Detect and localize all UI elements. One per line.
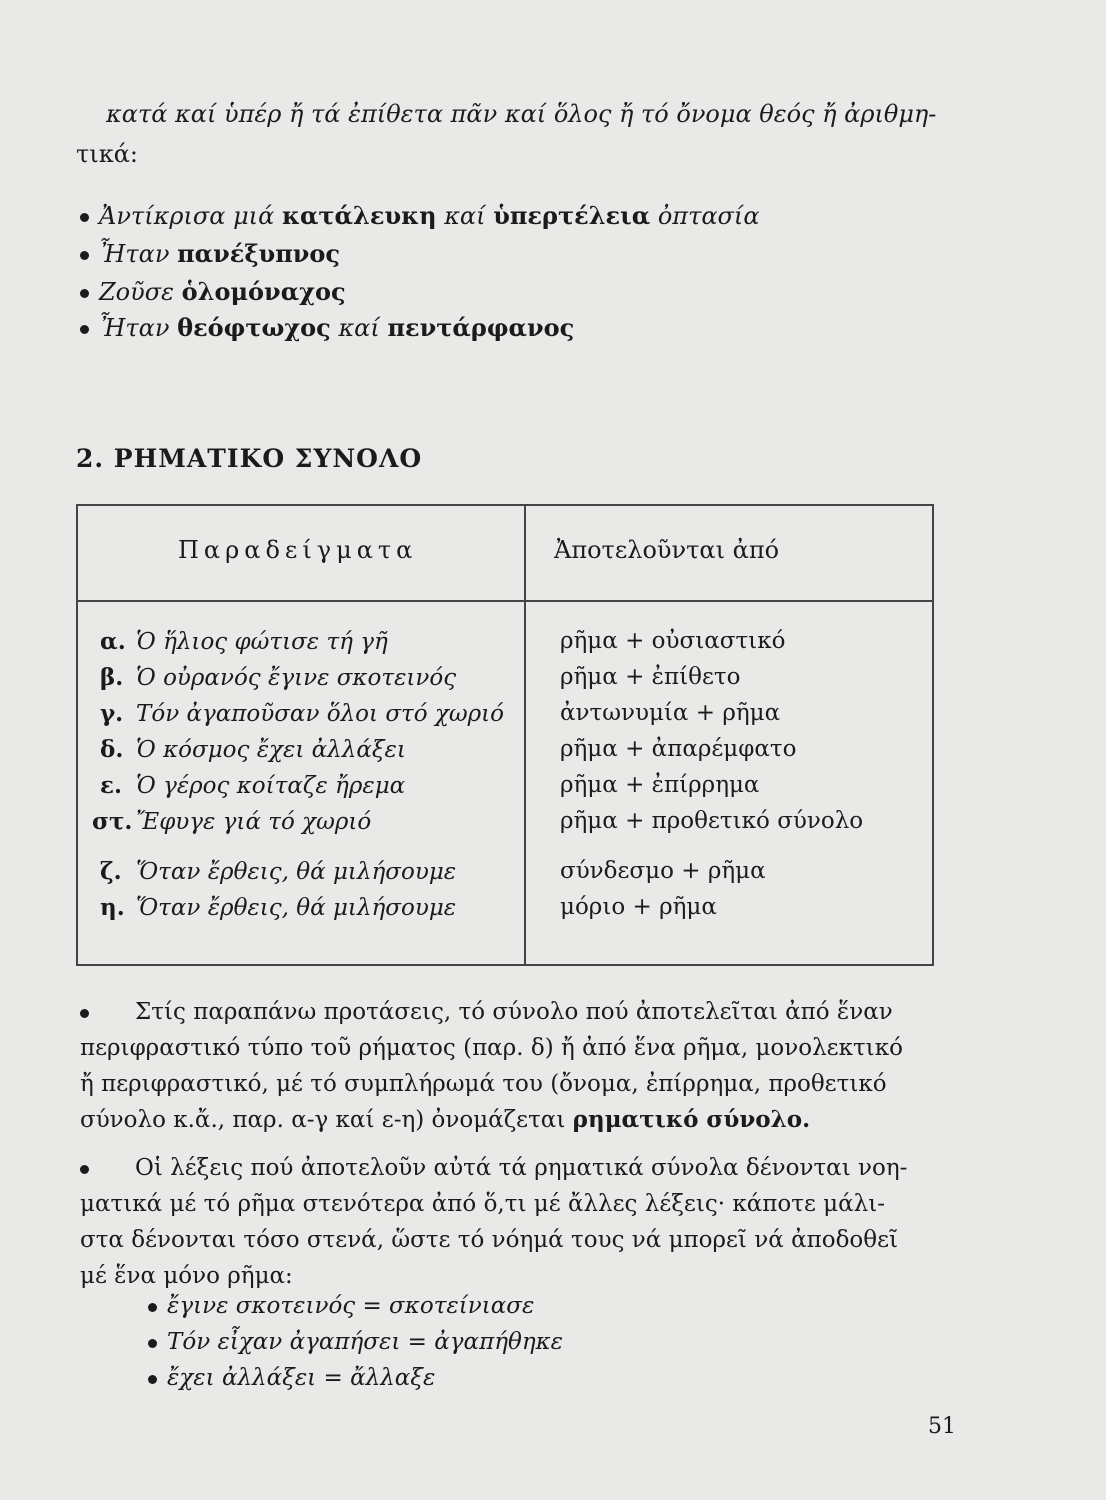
bullet-icon [148,1375,157,1384]
bullet-icon [80,289,89,298]
paragraph-definition: Στίς παραπάνω προτάσεις, τό σύνολο πού ἀποτελεῖται ἀπό ἕναν περιφραστικό τύπο τοῦ ρήματος (παρ. δ) ἤ ἀπό ἕνα ρῆμα, μονολεκτικό ἤ περιφραστικό, μέ τό συμπλήρωμά του (ὄνομα, ἐπίρρημα, προθετικό σύνολο κ.ἄ., παρ. α-γ καί ε-η) ὀνομάζεται ρηματικό σύνολο. [80,999,903,1133]
example-item: Ζοῦσε ὁλομόναχος [80,274,346,310]
table-row-composition: μόριο + ρῆμα [560,894,717,920]
bullet-icon [80,1009,89,1018]
bullet-icon [80,213,89,222]
bullet-icon [148,1339,157,1348]
table-row-composition: ρῆμα + ἐπίρρημα [560,772,760,798]
example-item: Ἦταν πανέξυπνος [80,236,340,272]
example-item: Ἦταν θεόφτωχος καί πεντάρφανος [80,310,574,346]
table-row-composition: ρῆμα + ἐπίθετο [560,664,741,690]
table-row-example: β. Ὁ οὐρανός ἔγινε σκοτεινός [100,664,457,691]
table-row-composition: σύνδεσμο + ρῆμα [560,858,766,884]
table-row-example: δ. Ὁ κόσμος ἔχει ἀλλάξει [100,736,406,763]
table-row-composition: ρῆμα + ἀπαρέμφατο [560,736,797,762]
example-item: Ἀντίκρισα μιά κατάλευκη καί ὑπερτέλεια ὀπτασία [80,198,760,234]
bullet-icon [80,251,89,260]
table-header-composition: Ἀποτελοῦνται ἀπό [554,536,780,564]
table-row-example: ζ. Ὅταν ἔρθεις, θά μιλήσουμε [100,858,457,885]
table-row-example: γ. Τόν ἀγαποῦσαν ὅλοι στό χωριό [100,700,505,727]
table-row-example: α. Ὁ ἥλιος φώτισε τή γῆ [100,628,388,655]
table-row-example: η. Ὅταν ἔρθεις, θά μιλήσουμε [100,894,457,921]
bullet-icon [148,1303,157,1312]
intro-line-1: κατά καί ὑπέρ ἤ τά ἐπίθετα πᾶν καί ὅλος ἤ τό ὄνομα θεός ἤ ἀριθμη- [106,100,937,128]
table-header-examples: Παραδείγματα [178,536,418,564]
equivalence-item: ἔγινε σκοτεινός = σκοτείνιασε [148,1288,534,1324]
paragraph-explanation: Οἱ λέξεις πού ἀποτελοῦν αὐτά τά ρηματικά σύνολα δένονται νοη- ματικά μέ τό ρῆμα στενότερα ἀπό ὅ,τι μέ ἄλλες λέξεις· κάποτε μάλι- στα δένονται τόσο στενά, ὥστε τό νόημά τους νά μπορεῖ νά ἀποδοθεῖ μέ ἕνα μόνο ρῆμα: [80,1155,908,1289]
table-row-composition: ἀντωνυμία + ρῆμα [560,700,781,726]
table-row-composition: ρῆμα + προθετικό σύνολο [560,808,864,834]
examples-table [76,504,934,966]
section-title: 2. ΡΗΜΑΤΙΚΟ ΣΥΝΟΛΟ [76,444,423,473]
table-row-example: ε. Ὁ γέρος κοίταζε ἤρεμα [100,772,406,799]
bullet-icon [80,325,89,334]
bullet-icon [80,1165,89,1174]
page-number: 51 [928,1414,956,1439]
equivalence-item: ἔχει ἀλλάξει = ἄλλαξε [148,1360,435,1396]
equivalence-item: Τόν εἶχαν ἀγαπήσει = ἀγαπήθηκε [148,1324,563,1360]
intro-line-2: τικά: [76,140,138,168]
table-row-composition: ρῆμα + οὐσιαστικό [560,628,786,654]
table-row-example: στ. Ἔφυγε γιά τό χωριό [92,808,372,835]
